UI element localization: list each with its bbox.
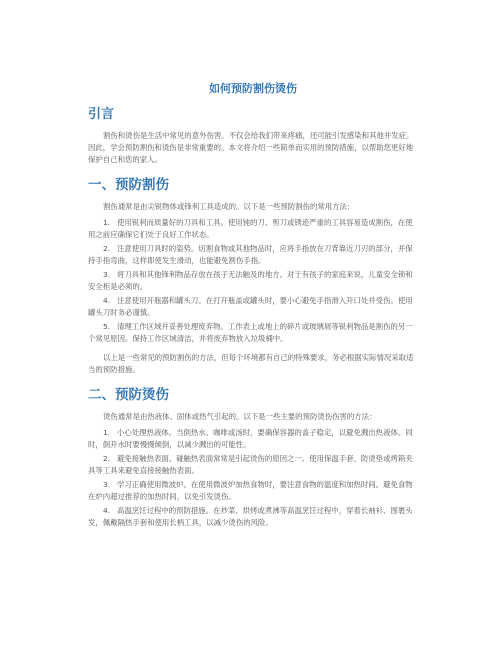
list-item — [88, 295, 418, 319]
list-text: 清理工作区域并妥善处理废弃物。工作表上或地上的碎片或玻璃屑等锐利物品是割伤的另一个常见原因。保持工作区域清洁，并将废弃物放入垃圾桶中。 — [88, 322, 413, 343]
list-number: 4. — [103, 506, 111, 515]
intro-paragraph: 割伤和烫伤是生活中常见的意外伤害。不仅会给我们带来疼痛，还可能引发感染和其他并发症。因此，学会预防割伤和烫伤是非常重要的。本文将介绍一些简单而实用的预防措施，以帮助您更好地保护自己和您的家人。 — [88, 131, 414, 164]
list-number: 2. — [103, 244, 111, 253]
list-item — [88, 479, 418, 503]
burns-list — [88, 427, 418, 529]
list-number: 4. — [103, 296, 111, 305]
list-text: 小心处理热液体。当倒热水、咖啡或汤时，要确保容器的盖子稳定，以避免溅出热液体。同时，倒开水时要慢慢倾倒，以减少溅出的可能性。 — [88, 428, 413, 449]
list-text: 学习正确使用微波炉。在使用微波炉加热食物时，要注意食物的温度和加热时间。避免食物在炉内超过推荐的加热时间，以免引发烫伤。 — [88, 480, 413, 501]
list-number: 1. — [103, 428, 111, 437]
list-text: 避免接触热表面。碰触热表面常常是引起烫伤的原因之一。使用保温手套、防烫垫或烤箱夹具等工具来避免直接接触热表面。 — [88, 454, 413, 475]
cuts-heading: 一、预防割伤 — [88, 177, 169, 193]
list-item — [88, 453, 418, 477]
list-number: 5. — [103, 322, 111, 331]
cuts-list — [88, 217, 418, 345]
list-text: 注意使用开瓶器和罐头刀。在打开瓶盖或罐头时，要小心避免手指滑入开口处并受伤。使用罐头刀时务必谨慎。 — [88, 296, 413, 317]
intro-heading: 引言 — [88, 107, 115, 122]
cuts-outro-paragraph: 以上是一些常见的预防割伤的方法，但每个环境都有自己的特殊要求，务必根据实际情况采取适当的预防措施。 — [88, 353, 414, 374]
list-item — [88, 321, 418, 345]
list-text: 注意使用刀具时的姿势。切割食物或其他物品时，应将手指放在刀背靠近刀刃的部分，并保持手指弯曲，这样即使发生滑动，也能避免割伤手指。 — [88, 244, 413, 265]
list-item — [88, 243, 418, 267]
burns-heading: 二、预防烫伤 — [88, 387, 169, 403]
burns-lead-paragraph: 烫伤通常是由热液体、固体或热气引起的。以下是一些主要的预防烫伤伤害的方法： — [103, 412, 377, 421]
page-title: 如何预防割伤烫伤 — [209, 82, 297, 95]
list-number: 3. — [103, 270, 111, 279]
list-text: 高温烹饪过程中的预防措施。在炒菜、烘烤或煮沸等高温烹饪过程中，穿着长袖衫、围裹头发，佩戴隔热手套和使用长柄工具，以减少烫伤的风险。 — [88, 506, 413, 527]
list-item — [88, 427, 418, 451]
list-item — [88, 505, 418, 529]
list-text: 将刀具和其他锋利物品存放在孩子无法触及的地方。对于有孩子的家庭来说，儿童安全锁和安全柜是必须的。 — [88, 270, 413, 291]
list-number: 3. — [103, 480, 111, 489]
list-item — [88, 217, 418, 241]
list-item — [88, 269, 418, 293]
cuts-lead-paragraph: 割伤通常是由尖锐物体或锋利工具造成的。以下是一些预防割伤的常用方法： — [103, 202, 355, 211]
list-number: 2. — [103, 454, 111, 463]
list-text: 使用锐利而质量好的刀具和工具。使用钝的刀、剪刀或锈迹严重的工具容易造成割伤，在使用之前应确保它们处于良好工作状态。 — [88, 218, 413, 239]
list-number: 1. — [103, 218, 111, 227]
